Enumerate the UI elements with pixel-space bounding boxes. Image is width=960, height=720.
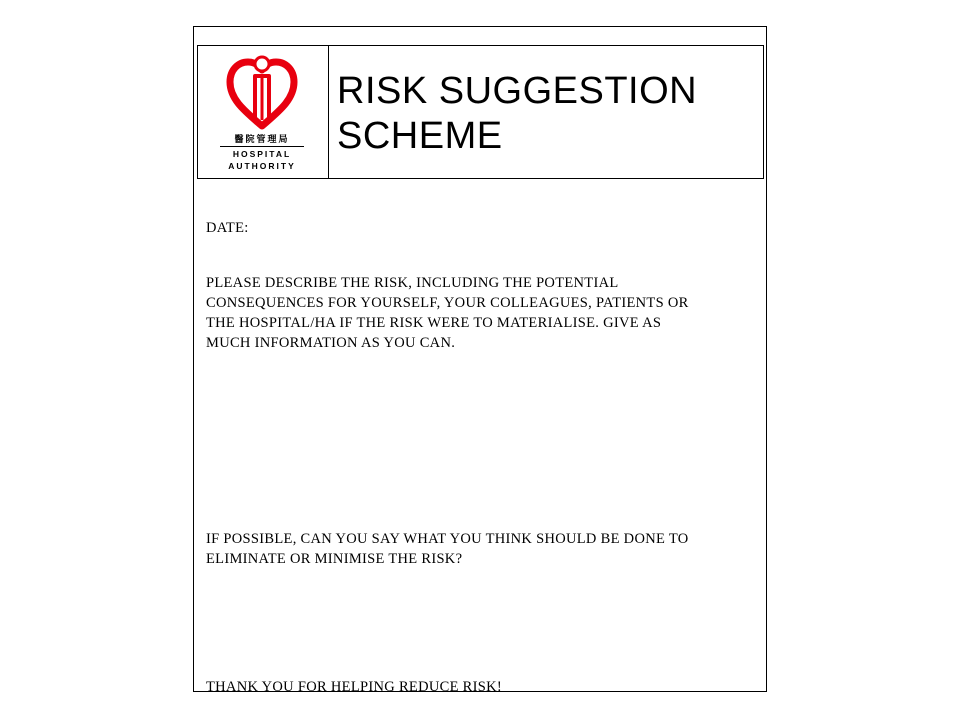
- question1-line: PLEASE DESCRIBE THE RISK, INCLUDING THE POTENTIAL: [206, 275, 619, 291]
- question-describe-risk: [206, 273, 756, 353]
- question1-line: MUCH INFORMATION AS YOU CAN.: [206, 335, 456, 351]
- logo-divider: [220, 146, 304, 147]
- question2-line: ELIMINATE OR MINIMISE THE RISK?: [206, 551, 463, 567]
- form-page: [193, 26, 767, 695]
- logo-cell: [198, 46, 329, 178]
- title-line1: RISK SUGGESTION: [337, 70, 698, 112]
- logo-english-line1: HOSPITAL: [232, 149, 292, 159]
- question1-line: CONSEQUENCES FOR YOURSELF, YOUR COLLEAGUES, PATIENTS OR: [206, 295, 689, 311]
- hospital-authority-logo: [216, 52, 308, 172]
- question-mitigation: [206, 529, 756, 569]
- question2-line: IF POSSIBLE, CAN YOU SAY WHAT YOU THINK SHOULD BE DONE TO: [206, 531, 689, 547]
- form-header: [197, 45, 764, 179]
- date-label: DATE:: [206, 220, 249, 236]
- question1-line: THE HOSPITAL/HA IF THE RISK WERE TO MATERIALISE. GIVE AS: [206, 315, 662, 331]
- thank-you-text: THANK YOU FOR HELPING REDUCE RISK!: [206, 679, 503, 695]
- heart-figure-icon: [216, 52, 308, 132]
- title-line2: SCHEME: [337, 115, 503, 157]
- logo-chinese-name: 醫院管理局: [234, 135, 290, 145]
- title-cell: [329, 46, 763, 178]
- logo-english-line2: AUTHORITY: [228, 161, 296, 171]
